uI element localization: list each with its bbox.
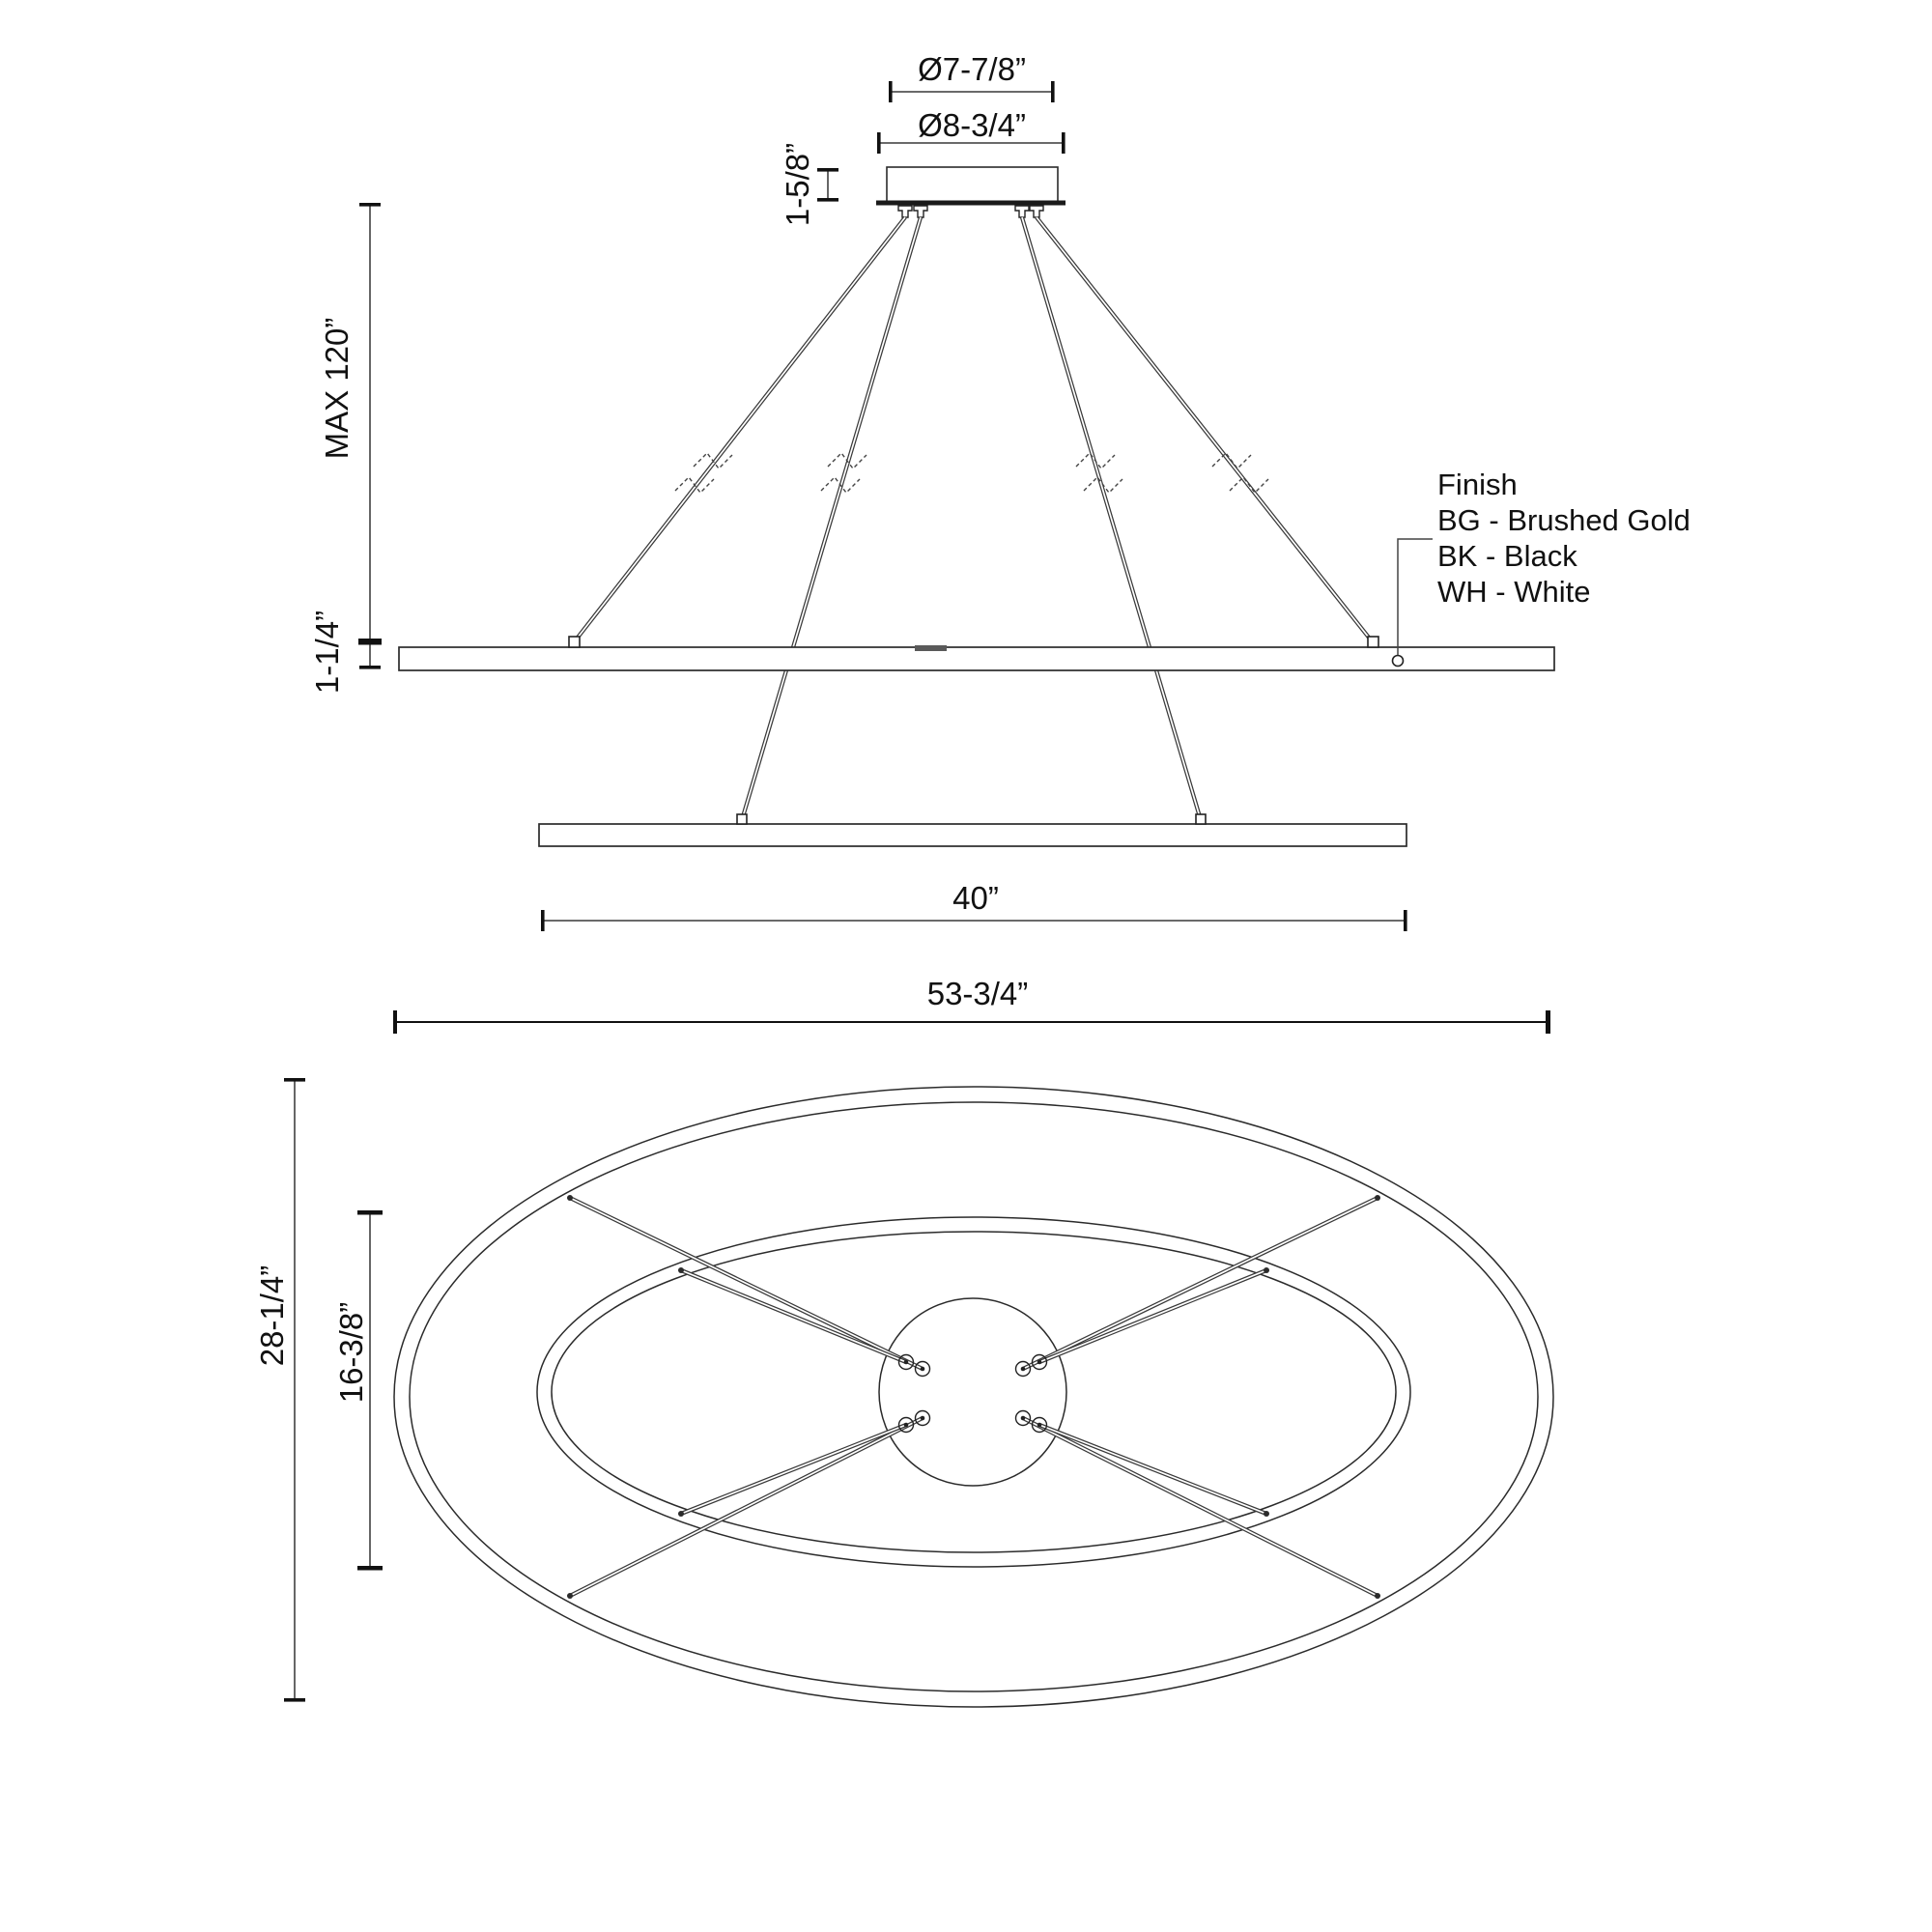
dim-max-height — [319, 203, 382, 668]
dim-inner-ring-width — [541, 880, 1407, 931]
plan-view — [394, 1087, 1553, 1707]
dim-outer-ring-depth-label: 28-1/4” — [254, 1264, 290, 1367]
inner-ring-cable-fitting-left — [737, 814, 747, 824]
dim-canopy-height-label: 1-5/8” — [780, 142, 815, 227]
dim-inner-ring-width-label: 40” — [952, 880, 999, 916]
finish-leader-line — [1398, 539, 1433, 655]
cable-break-marks — [675, 453, 1268, 493]
dim-inner-ring-depth — [333, 1210, 383, 1571]
finish-option-bg: BG - Brushed Gold — [1437, 503, 1690, 537]
outer-ring-cable-fitting-left — [569, 637, 580, 647]
outer-ring-feed-joint — [915, 645, 947, 651]
dimensions-plan-view — [254, 1078, 383, 1702]
finish-option-wh: WH - White — [1437, 575, 1591, 609]
dim-canopy-height — [780, 143, 838, 226]
inner-ring-plan-inner-edge — [552, 1232, 1396, 1552]
side-view — [399, 167, 1554, 846]
dim-max-height-label: MAX 120” — [319, 317, 355, 460]
outer-ring-side — [399, 647, 1554, 670]
dim-canopy-small-dia — [889, 51, 1055, 102]
finish-callout-marker — [1393, 656, 1404, 667]
dim-outer-ring-depth — [254, 1078, 305, 1702]
canopy-plan — [879, 1298, 1066, 1486]
canopy-cable-fittings — [898, 206, 1043, 217]
inner-ring-cable-fitting-right — [1196, 814, 1206, 824]
dim-outer-ring-width — [393, 976, 1550, 1034]
canopy-body — [887, 167, 1058, 202]
inner-ring-plan-outer-edge — [537, 1217, 1410, 1567]
suspension-cables — [574, 217, 1373, 820]
dim-canopy-dia — [877, 107, 1065, 154]
dim-ring-thickness-label: 1-1/4” — [309, 610, 345, 695]
outer-ring-cable-fitting-right — [1368, 637, 1378, 647]
plan-cables — [570, 1198, 1378, 1596]
finish-title: Finish — [1437, 468, 1518, 501]
dim-canopy-dia-label: Ø8-3/4” — [918, 107, 1026, 143]
finish-legend — [1437, 468, 1690, 609]
outer-ring-plan-outer-edge — [394, 1087, 1553, 1707]
dim-outer-ring-width-label: 53-3/4” — [926, 976, 1029, 1011]
dim-inner-ring-depth-label: 16-3/8” — [333, 1301, 369, 1404]
inner-ring-side — [539, 824, 1406, 846]
outer-ring-plan-inner-edge — [410, 1102, 1538, 1691]
finish-option-bk: BK - Black — [1437, 539, 1577, 573]
dim-canopy-small-dia-label: Ø7-7/8” — [918, 51, 1026, 87]
